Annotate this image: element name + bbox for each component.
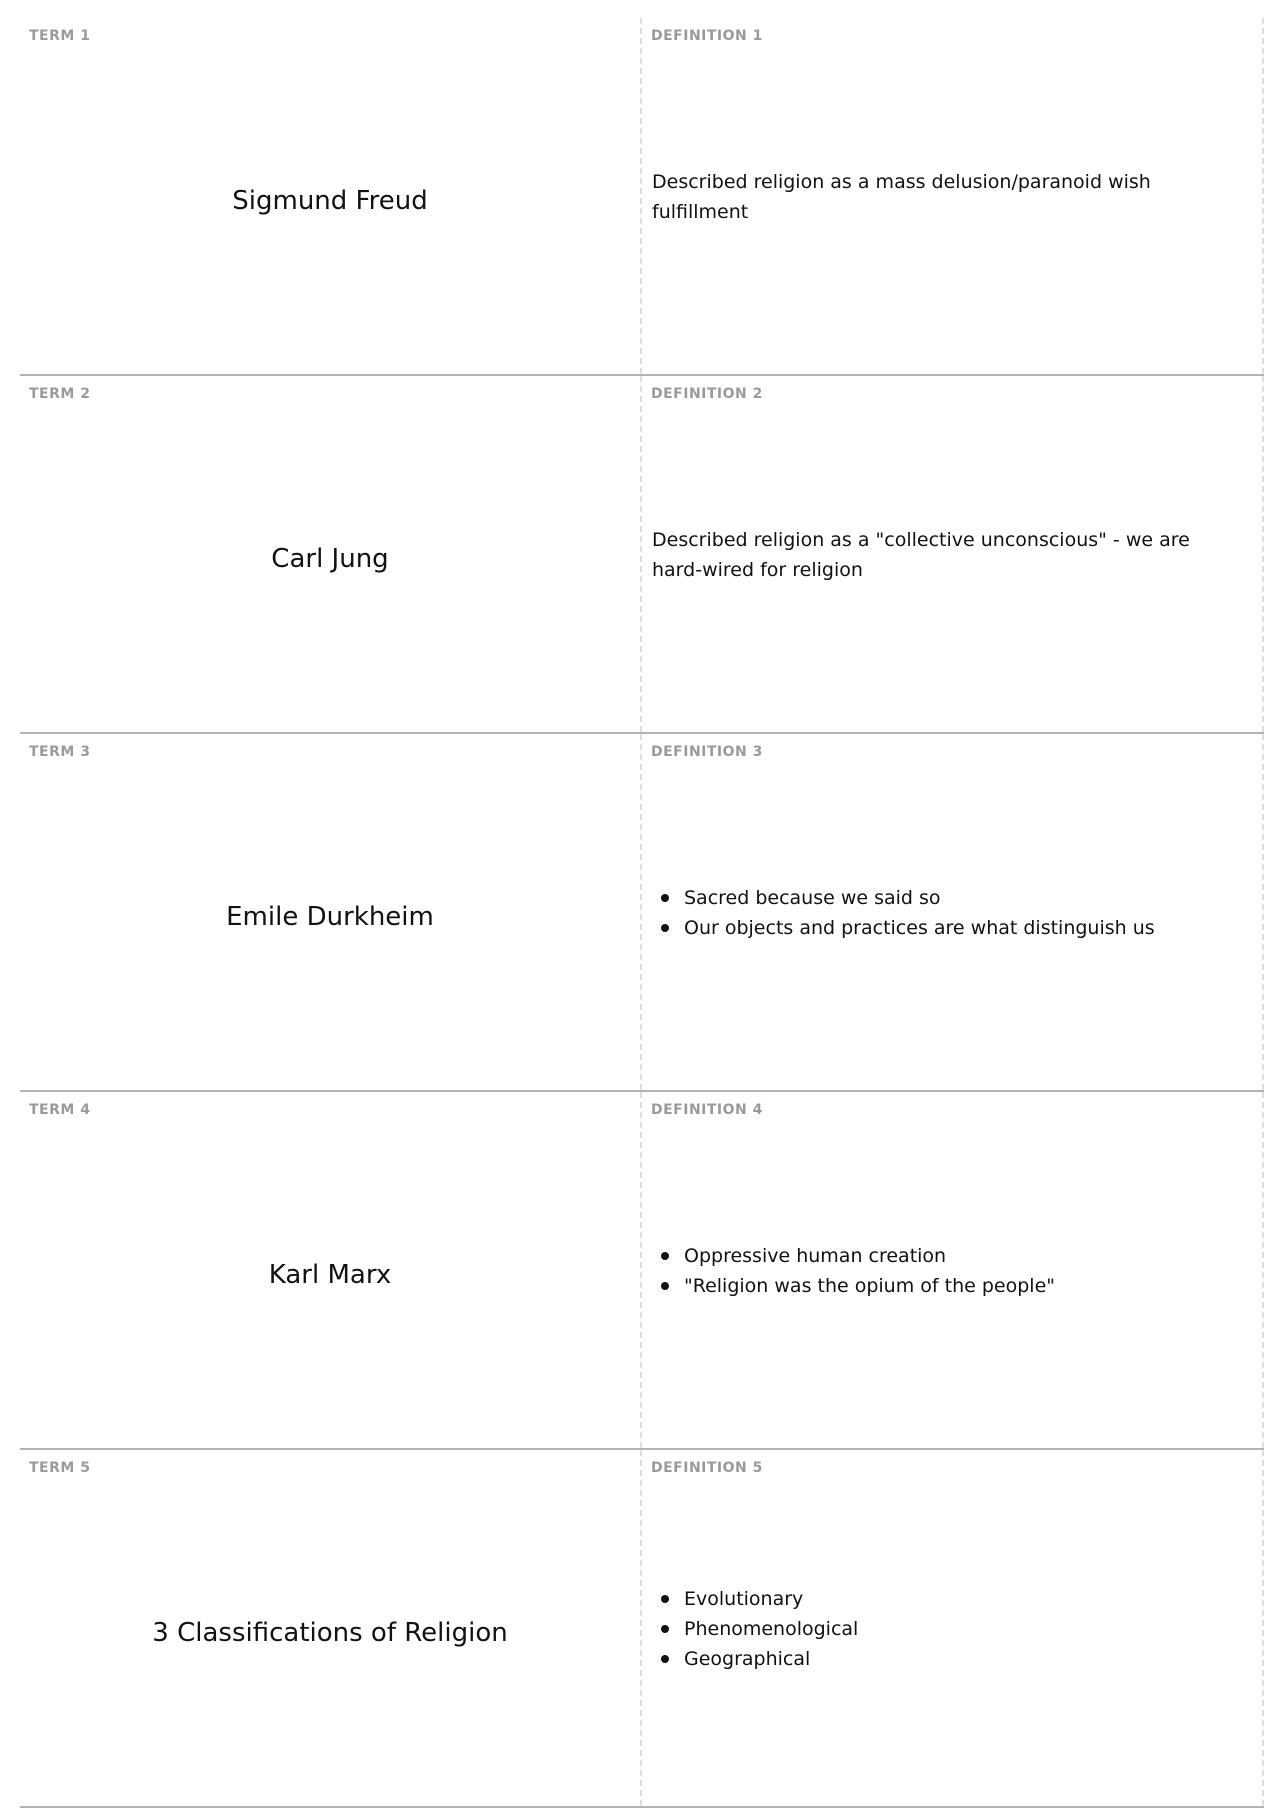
term-cell <box>20 376 642 732</box>
term-cell <box>20 734 642 1090</box>
term-text: Sigmund Freud <box>232 186 428 216</box>
definition-list-item: "Religion was the opium of the people" <box>684 1271 1055 1301</box>
definition-list <box>652 883 1155 943</box>
definition-cell <box>642 734 1264 1090</box>
flashcard <box>20 18 1264 376</box>
term-label: TERM 3 <box>29 744 91 760</box>
definition-body <box>652 1092 1222 1448</box>
term-text: 3 Classifications of Religion <box>152 1618 508 1648</box>
definition-list-item: Oppressive human creation <box>684 1241 1055 1271</box>
definition-cell <box>642 18 1264 374</box>
definition-text: Described religion as a mass delusion/paranoid wish fulfillment <box>652 171 1151 223</box>
definition-cell <box>642 376 1264 732</box>
flashcard <box>20 376 1264 734</box>
term-cell <box>20 1450 642 1806</box>
definition-label: DEFINITION 4 <box>651 1102 763 1118</box>
flashcard-sheet <box>20 18 1264 1808</box>
term-text: Karl Marx <box>268 1260 392 1290</box>
flashcard <box>20 1092 1264 1450</box>
flashcard <box>20 734 1264 1092</box>
definition-cell <box>642 1092 1264 1448</box>
definition-label: DEFINITION 1 <box>651 28 763 44</box>
definition-list <box>652 1584 858 1674</box>
term-label: TERM 1 <box>29 28 91 44</box>
definition-list-item: Phenomenological <box>684 1614 858 1644</box>
definition-cell <box>642 1450 1264 1806</box>
term-text: Carl Jung <box>271 544 389 574</box>
definition-list <box>652 1241 1055 1301</box>
definition-list-item: Sacred because we said so <box>684 883 1155 913</box>
definition-body <box>652 734 1222 1090</box>
definition-body <box>652 18 1222 374</box>
definition-list-item: Evolutionary <box>684 1584 858 1614</box>
definition-body <box>652 1450 1222 1806</box>
definition-list-item: Geographical <box>684 1644 858 1674</box>
definition-label: DEFINITION 2 <box>651 386 763 402</box>
definition-label: DEFINITION 5 <box>651 1460 763 1476</box>
term-cell <box>20 1092 642 1448</box>
definition-text: Described religion as a "collective unconscious" - we are hard-wired for religion <box>652 529 1190 581</box>
definition-list-item: Our objects and practices are what distinguish us <box>684 913 1155 943</box>
term-text: Emile Durkheim <box>226 902 434 932</box>
definition-label: DEFINITION 3 <box>651 744 763 760</box>
term-cell <box>20 18 642 374</box>
term-label: TERM 2 <box>29 386 91 402</box>
term-label: TERM 5 <box>29 1460 91 1476</box>
definition-body <box>652 376 1222 732</box>
flashcard <box>20 1450 1264 1808</box>
term-label: TERM 4 <box>29 1102 91 1118</box>
